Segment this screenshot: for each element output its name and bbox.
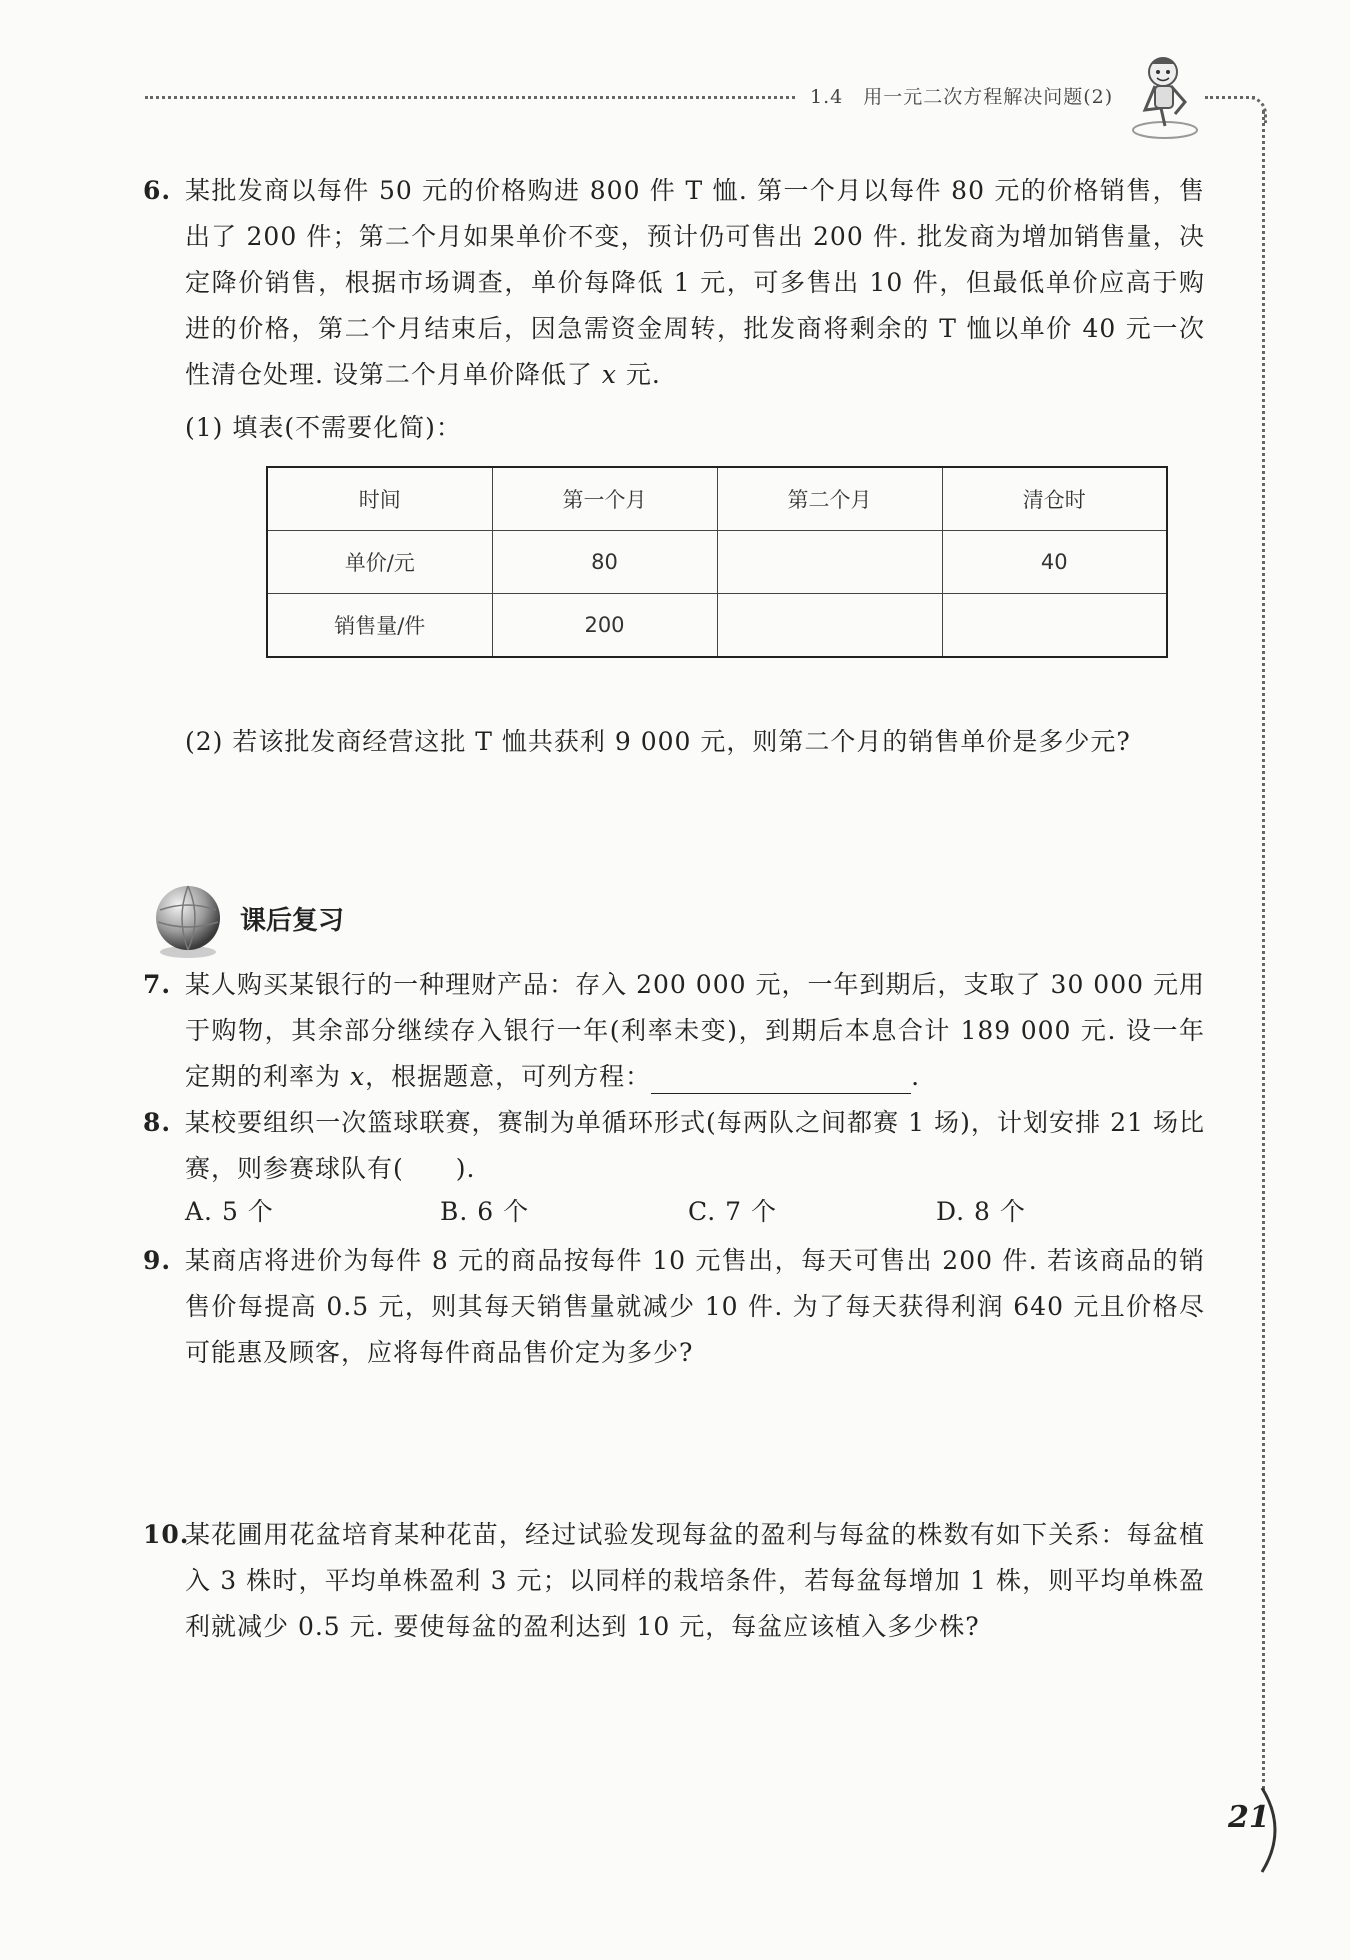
table-row xyxy=(267,594,1167,658)
question-6 xyxy=(145,168,1205,398)
section-title: 课后复习 xyxy=(240,906,345,936)
table-header-cell: 第二个月 xyxy=(717,467,942,531)
table-row xyxy=(267,531,1167,594)
mascot-icon xyxy=(1125,50,1205,140)
option-c[interactable]: C. 7 个 xyxy=(688,1197,777,1226)
question-text-part: ，根据题意，可列方程： xyxy=(365,1062,652,1091)
table-cell: 单价/元 xyxy=(267,531,492,594)
option-d[interactable]: D. 8 个 xyxy=(936,1197,1026,1226)
table-cell-blank[interactable] xyxy=(717,531,942,594)
question-7 xyxy=(145,962,1205,1100)
question-text-part: 某批发商以每件 50 元的价格购进 800 件 T 恤. 第一个月以每件 80 元的价格销售，售出了 200 件；第二个月如果单价不变，预计仍可售出 200 件. 批发商为增加销售量，决定降价销售，根据市场调查，单价每降低 1 元，可多售出 10 件，但最低单价应高于购进的价格，第二个月结束后，因急需资金周转，批发商将剩余的 T 恤以单价 40 元一次性清仓处理. 设第二个月单价降低了 xyxy=(185,176,1205,389)
answer-blank[interactable] xyxy=(651,1063,911,1094)
question-text xyxy=(185,168,1205,398)
question-text: 某校要组织一次篮球联赛，赛制为单循环形式(每两队之间都赛 1 场)，计划安排 21 场比赛，则参赛球队有( ). xyxy=(185,1108,1205,1183)
table-header-cell: 清仓时 xyxy=(942,467,1167,531)
question-number: 9. xyxy=(143,1246,172,1275)
question-text: 某商店将进价为每件 8 元的商品按每件 10 元售出，每天可售出 200 件. 若该商品的销售价每提高 0.5 元，则其每天销售量就减少 10 件. 为了每天获得利润 640 元且价格尽可能惠及顾客，应将每件商品售价定为多少? xyxy=(185,1246,1205,1367)
question-number: 8. xyxy=(143,1108,172,1137)
question-number: 6. xyxy=(143,176,172,205)
question-number: 7. xyxy=(143,970,172,999)
page-number: 21 xyxy=(1228,1800,1270,1835)
fill-in-table xyxy=(266,466,1168,658)
table-cell: 80 xyxy=(492,531,717,594)
table-cell: 200 xyxy=(492,594,717,658)
question-9 xyxy=(145,1238,1205,1376)
q6-subquestion-1: (1) 填表(不需要化简)： xyxy=(185,413,462,442)
question-text: 某花圃用花盆培育某种花苗，经过试验发现每盆的盈利与每盆的株数有如下关系：每盆植入 3 株时，平均单株盈利 3 元；以同样的栽培条件，若每盆每增加 1 株，则平均单株盈利就减少 0.5 元. 要使每盆的盈利达到 10 元，每盆应该植入多少株? xyxy=(185,1520,1205,1641)
question-text-part: . xyxy=(911,1062,921,1091)
chapter-title: 1.4 用一元二次方程解决问题(2) xyxy=(810,86,1114,108)
table-cell: 销售量/件 xyxy=(267,594,492,658)
question-text-part: 某人购买某银行的一种理财产品：存入 200 000 元，一年到期后，支取了 30 000 元用于购物，其余部分继续存入银行一年(利率未变)，到期后本息合计 189 000 元. 设一年定期的利率为 xyxy=(185,970,1205,1091)
question-number: 10. xyxy=(143,1520,190,1549)
variable-x: x xyxy=(601,360,617,389)
table-header-cell: 第一个月 xyxy=(492,467,717,531)
table-header-cell: 时间 xyxy=(267,467,492,531)
table-header-row xyxy=(267,467,1167,531)
q6-subquestion-2: (2) 若该批发商经营这批 T 恤共获利 9 000 元，则第二个月的销售单价是多少元? xyxy=(185,727,1131,756)
table-cell-blank[interactable] xyxy=(717,594,942,658)
option-a[interactable]: A. 5 个 xyxy=(185,1197,274,1226)
option-b[interactable]: B. 6 个 xyxy=(440,1197,530,1226)
margin-dotted-rule xyxy=(1262,110,1265,1790)
question-text xyxy=(185,962,1205,1100)
table-cell: 40 xyxy=(942,531,1167,594)
globe-icon xyxy=(148,880,230,962)
table-cell-blank[interactable] xyxy=(942,594,1167,658)
question-text-part: 元. xyxy=(616,360,661,389)
question-10 xyxy=(145,1512,1205,1650)
variable-x: x xyxy=(349,1062,366,1091)
question-8 xyxy=(145,1100,1205,1192)
header-dotted-rule xyxy=(145,96,795,99)
